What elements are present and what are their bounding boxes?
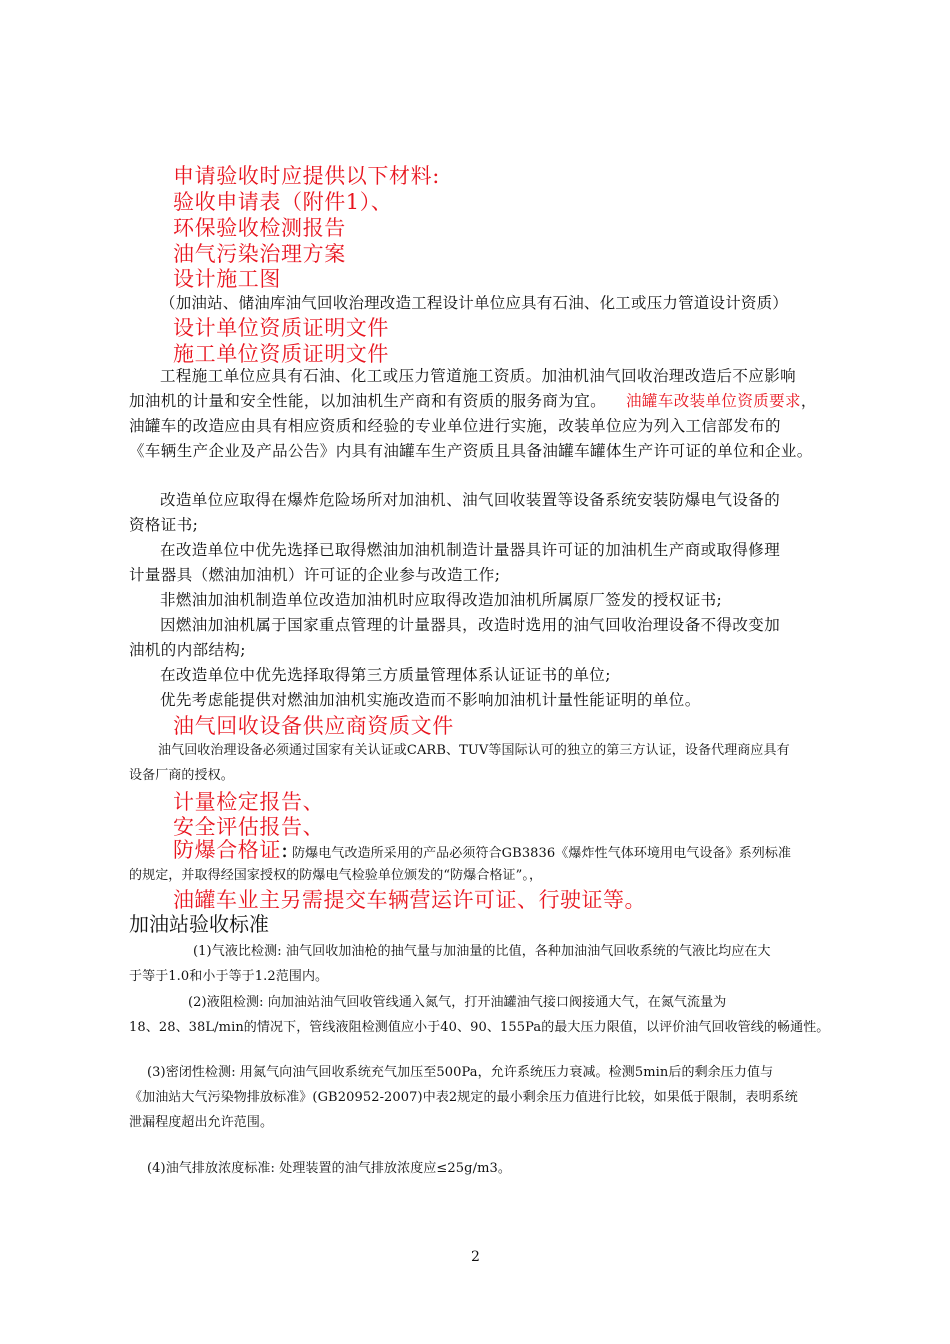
standard-3-line-3: 泄漏程度超出允许范围。 [129, 1115, 274, 1130]
design-qualification-note: （加油站、储油库油气回收治理改造工程设计单位应具有石油、化工或压力管道设计资质） [160, 294, 789, 312]
standard-2-line-2: 18、28、38L/min的情况下，管线液阻检测值应小于40、90、155Pa的最大压力限值，以评价油气回收管线的畅通性。 [129, 1020, 830, 1035]
construction-line-3: 油罐车的改造应由具有相应资质和经验的专业单位进行实施，改装单位应为列入工信部发布的 [129, 417, 781, 435]
standard-3-line-1: (3)密闭性检测: 用氮气向油气回收系统充气加压至500Pa，允许系统压力衰减。检测5min后的剩余压力值与 [147, 1065, 774, 1080]
explosion-proof-title: 防爆合格证 [173, 838, 281, 862]
explosion-proof-colon: : [281, 838, 289, 862]
reform-p3: 非燃油加油机制造单位改造加油机时应取得改造加油机所属原厂签发的授权证书; [160, 591, 723, 609]
standard-4: (4)油气排放浓度标准: 处理装置的油气排放浓度应≤25g/m3。 [147, 1161, 511, 1176]
materials-item-construction-qualification: 施工单位资质证明文件 [173, 342, 389, 366]
reform-p1-line-1: 改造单位应取得在爆炸危险场所对加油机、油气回收装置等设备系统安装防爆电气设备的 [160, 491, 781, 509]
construction-line-2 [129, 389, 817, 411]
supplier-line-1: 油气回收治理设备必须通过国家有关认证或CARB、TUV等国际认可的独立的第三方认证，设备代理商应具有 [158, 743, 790, 758]
explosion-proof-line-2: 的规定，并取得经国家授权的防爆电气检验单位颁发的“防爆合格证”。， [129, 868, 543, 883]
materials-item-design-qualification: 设计单位资质证明文件 [173, 316, 389, 340]
materials-item-application-form: 验收申请表（附件1）、 [173, 190, 393, 214]
standard-1-line-1: (1)气液比检测: 油气回收加油枪的抽气量与加油量的比值，各种加油油气回收系统的气液比均应在大 [193, 944, 771, 959]
standard-1-line-2: 于等于1.0和小于等于1.2范围内。 [129, 969, 329, 984]
supplier-line-2: 设备厂商的授权。 [129, 768, 234, 783]
reform-p6: 优先考虑能提供对燃油加油机实施改造而不影响加油机计量性能证明的单位。 [160, 691, 701, 709]
reform-p4-line-2: 油机的内部结构; [129, 641, 246, 659]
reform-p2-line-1: 在改造单位中优先选择已取得燃油加油机制造计量器具许可证的加油机生产商或取得修理 [160, 541, 781, 559]
reports-metrology: 计量检定报告、 [173, 790, 325, 814]
explosion-proof-text: 防爆电气改造所采用的产品必须符合GB3836《爆炸性气体环境用电气设备》系列标准 [292, 846, 792, 861]
reform-p1-line-2: 资格证书; [129, 516, 199, 534]
materials-item-pollution-plan: 油气污染治理方案 [173, 242, 346, 266]
tanker-qualification-heading: 油罐车改装单位资质要求 [626, 392, 801, 410]
materials-item-env-report: 环保验收检测报告 [173, 216, 346, 240]
standard-heading: 加油站验收标准 [129, 912, 269, 936]
materials-item-design-drawing: 设计施工图 [173, 267, 281, 291]
reports-safety: 安全评估报告、 [173, 815, 325, 839]
construction-line-1: 工程施工单位应具有石油、化工或压力管道施工资质。加油机油气回收治理改造后不应影响 [160, 367, 797, 385]
standard-2-line-1: (2)液阻检测: 向加油站油气回收管线通入氮气，打开油罐油气接口阀接通大气，在氮气流量为 [188, 995, 727, 1010]
page-number: 2 [471, 1249, 480, 1265]
standard-3-line-2: 《加油站大气污染物排放标准》(GB20952-2007)中表2规定的最小剩余压力值进行比较，如果低于限制，表明系统 [129, 1090, 798, 1105]
construction-line-4: 《车辆生产企业及产品公告》内具有油罐车生产资质且具备油罐车罐体生产许可证的单位和企业。 [129, 442, 813, 460]
reports-explosion-proof [173, 834, 791, 864]
supplier-title: 油气回收设备供应商资质文件 [173, 714, 454, 738]
reform-p5: 在改造单位中优先选择取得第三方质量管理体系认证证书的单位; [160, 666, 611, 684]
tanker-owner-note: 油罐车业主另需提交车辆营运许可证、行驶证等。 [173, 888, 646, 912]
materials-title: 申请验收时应提供以下材料: [173, 164, 440, 188]
reform-p2-line-2: 计量器具（燃油加油机）许可证的企业参与改造工作; [129, 566, 501, 584]
construction-line-2-text: 加油机的计量和安全性能，以加油机生产商和有资质的服务商为宜。 [129, 392, 607, 410]
construction-line-2-tail: ， [800, 392, 817, 410]
reform-p4-line-1: 因燃油加油机属于国家重点管理的计量器具，改造时选用的油气回收治理设备不得改变加 [160, 616, 781, 634]
